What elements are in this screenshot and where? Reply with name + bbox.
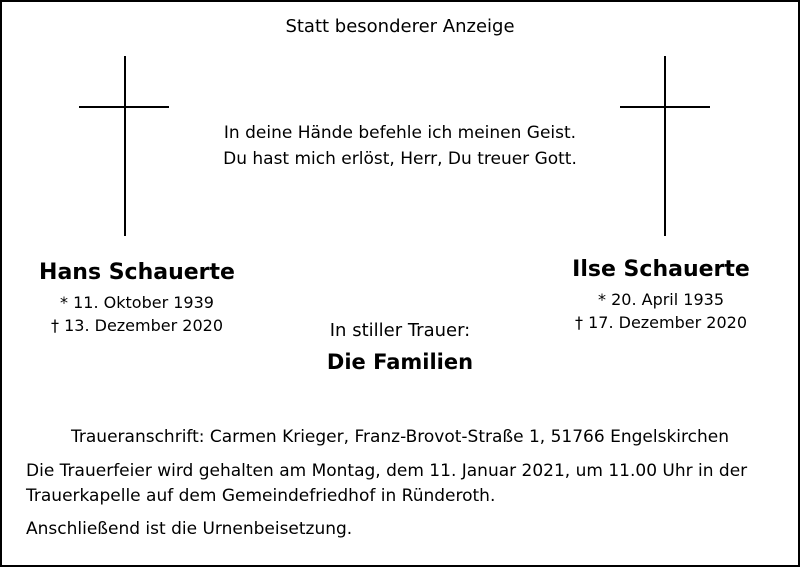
verse-line-1: In deine Hände befehle ich meinen Geist. bbox=[223, 123, 577, 143]
ceremony-info bbox=[26, 459, 747, 509]
mourning-line: In stiller Trauer: bbox=[329, 320, 471, 341]
notice-header: Statt besonderer Anzeige bbox=[285, 16, 515, 37]
ceremony-line-1: Die Trauerfeier wird gehalten am Montag, dem 11. Januar 2021, um 11.00 Uhr in der bbox=[26, 461, 748, 481]
right-person-died: † 17. Dezember 2020 bbox=[575, 313, 747, 332]
left-person-born: * 11. Oktober 1939 bbox=[60, 293, 214, 312]
burial-info: Anschließend ist die Urnenbeisetzung. bbox=[26, 519, 353, 539]
left-person-died: † 13. Dezember 2020 bbox=[51, 316, 223, 335]
family-name: Die Familien bbox=[326, 350, 474, 374]
mourning-address: Traueranschrift: Carmen Krieger, Franz-Brovot-Straße 1, 51766 Engelskirchen bbox=[71, 427, 729, 447]
bible-verse bbox=[2, 120, 798, 172]
left-person-name: Hans Schauerte bbox=[39, 260, 235, 285]
verse-line-2: Du hast mich erlöst, Herr, Du treuer Gott. bbox=[223, 149, 577, 169]
mourning-block bbox=[2, 320, 798, 374]
ceremony-line-2: Trauerkapelle auf dem Gemeindefriedhof in Ründeroth. bbox=[26, 486, 496, 506]
right-person-born: * 20. April 1935 bbox=[598, 290, 724, 309]
right-person-name: Ilse Schauerte bbox=[572, 257, 750, 282]
